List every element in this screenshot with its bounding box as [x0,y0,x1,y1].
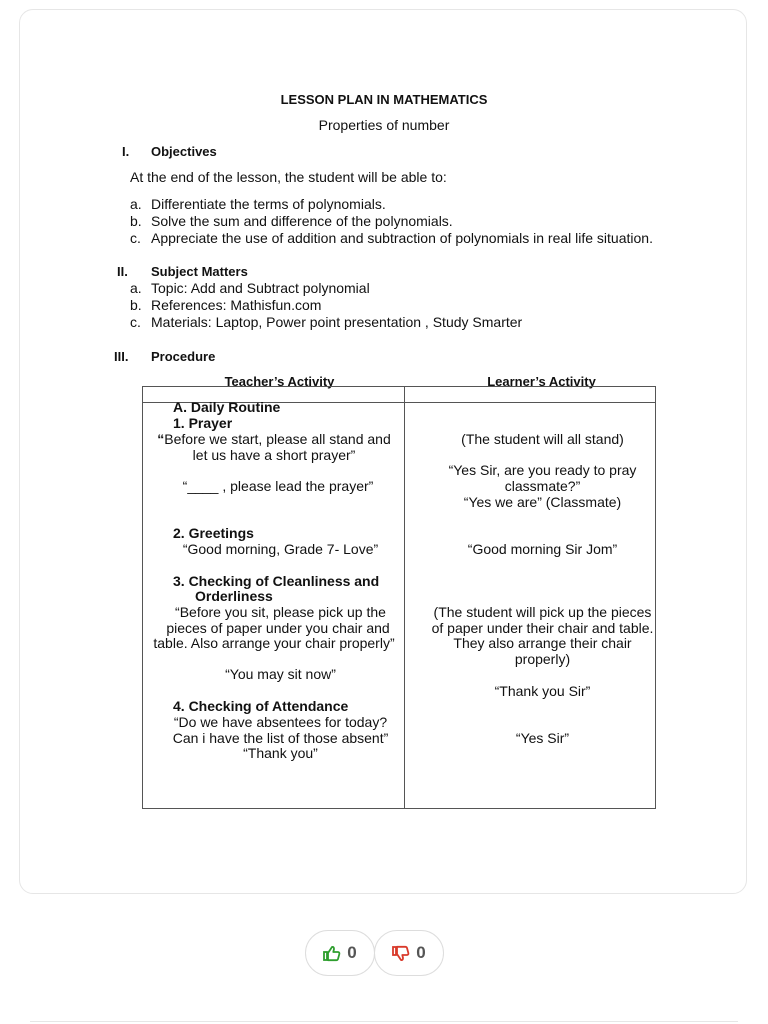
list-marker: c. [130,230,141,246]
teacher-line: “Before you sit, please pick up the [175,604,386,620]
section-heading-objectives: Objectives [151,144,217,159]
learner-line: (The student will all stand) [461,431,624,447]
learner-line: of paper under their chair and table. [431,620,654,636]
learner-activity-cell [405,403,656,809]
teacher-line: table. Also arrange your chair properly” [153,635,395,651]
teacher-line: pieces of paper under you chair and [166,620,390,636]
divider [30,1021,738,1022]
learner-line: “Thank you Sir” [494,683,591,699]
procedure-table [142,386,656,809]
teacher-line [143,432,405,448]
teacher-line: let us have a short prayer” [192,447,356,463]
learner-line: classmate?” [504,478,581,494]
teacher-line: “Thank you” [243,745,318,761]
prayer-heading: 1. Prayer [173,415,233,431]
thumbs-down-icon [392,945,410,962]
teacher-line: “____ , please lead the prayer” [182,478,374,494]
teacher-line: “You may sit now” [225,666,336,682]
table-header-cell [405,387,656,403]
teacher-text: Before we start, please all stand and [164,431,391,447]
objectives-intro: At the end of the lesson, the student will be able to: [130,169,447,185]
learner-line: (The student will pick up the pieces [433,604,652,620]
teacher-activity-cell [143,399,405,809]
section-numeral: III. [114,349,129,364]
learner-line: “Yes we are” (Classmate) [463,494,622,510]
list-item: Solve the sum and difference of the polynomials. [151,213,453,229]
quote-mark: “ [157,431,165,447]
thumbs-up-icon [323,945,341,962]
list-item: Topic: Add and Subtract polynomial [151,280,370,296]
teacher-line: “Good morning, Grade 7- Love” [182,541,379,557]
section-numeral: II. [117,264,128,279]
section-heading-procedure: Procedure [151,349,216,364]
teacher-line: “Do we have absentees for today? [173,714,388,730]
list-marker: a. [130,280,142,296]
cleanliness-heading: 3. Checking of Cleanliness and [173,573,380,589]
list-item: Differentiate the terms of polynomials. [151,196,386,212]
teacher-line: Can i have the list of those absent” [172,730,389,746]
section-a-heading: A. Daily Routine [173,399,281,415]
section-heading-subject: Subject Matters [151,264,248,279]
learner-line: properly) [514,651,571,667]
greetings-heading: 2. Greetings [173,525,254,541]
list-marker: b. [130,297,142,313]
attendance-heading: 4. Checking of Attendance [173,698,349,714]
dislike-count: 0 [416,943,426,962]
learner-line: “Yes Sir, are you ready to pray [448,462,637,478]
like-button[interactable] [305,930,375,976]
doc-subtitle: Properties of number [318,117,450,133]
cleanliness-heading-cont: Orderliness [195,588,273,604]
list-item: Appreciate the use of addition and subtraction of polynomials in real life situation. [151,230,653,246]
column-header-teacher: Teacher’s Activity [224,374,335,389]
dislike-button[interactable] [374,930,444,976]
list-marker: a. [130,196,142,212]
like-count: 0 [347,943,357,962]
column-header-learner: Learner’s Activity [487,374,596,389]
section-numeral: I. [122,144,130,159]
list-marker: b. [130,213,142,229]
learner-line: “Yes Sir” [515,730,570,746]
list-marker: c. [130,314,141,330]
doc-title: LESSON PLAN IN MATHEMATICS [280,92,488,107]
list-item: References: Mathisfun.com [151,297,322,313]
learner-line: They also arrange their chair [453,635,632,651]
reaction-bar [305,930,444,976]
learner-line: “Good morning Sir Jom” [467,541,618,557]
list-item: Materials: Laptop, Power point presentation , Study Smarter [151,314,523,330]
